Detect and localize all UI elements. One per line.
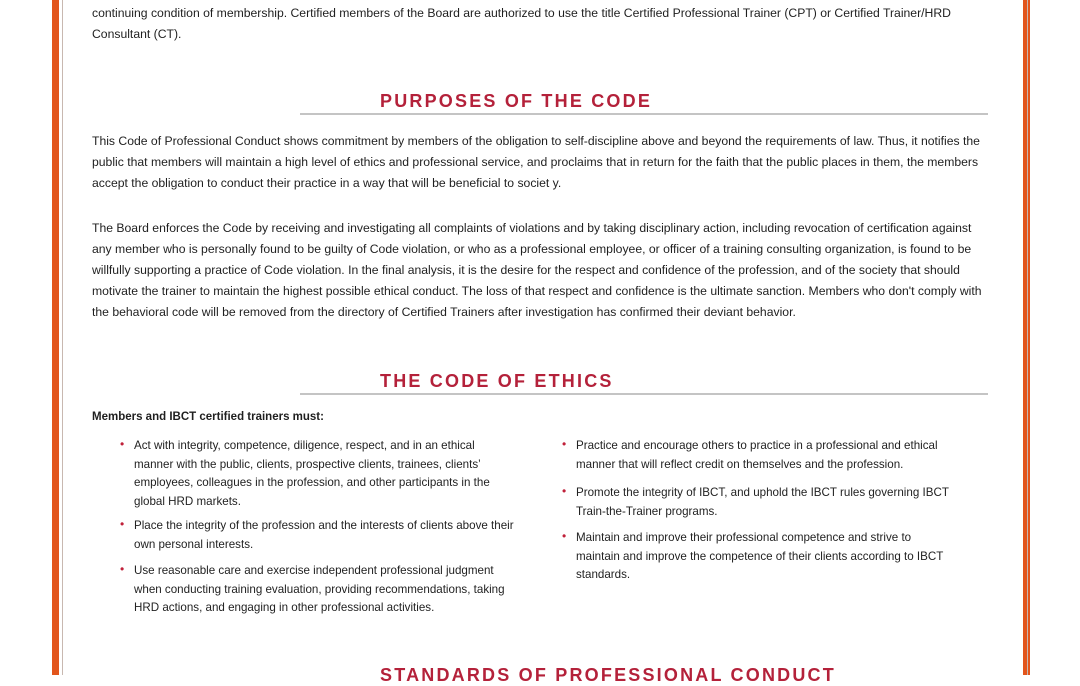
list-item: • Promote the integrity of IBCT, and uphold the IBCT rules governing IBCT Train-the-Trainer programs.	[562, 484, 949, 518]
document-page	[92, 0, 992, 685]
standards-heading-block	[300, 664, 988, 686]
purposes-heading: PURPOSES OF THE CODE	[380, 91, 653, 111]
heading-rule	[300, 393, 988, 395]
heading-rule	[300, 113, 988, 115]
bullet-icon: •	[562, 529, 567, 543]
bullet-icon: •	[120, 517, 125, 531]
purposes-heading-block	[300, 90, 988, 115]
ethics-subheading: Members and IBCT certified trainers must:	[92, 411, 324, 423]
intro-paragraph: continuing condition of membership. Certified members of the Board are authorized to use the title Certified Professional Trainer (CPT) or Certified Trainer/HRD Consultant (CT).	[92, 6, 951, 41]
ethics-heading-block	[300, 370, 988, 395]
purposes-paragraph-1: This Code of Professional Conduct shows commitment by members of the obligation to self-discipline above and beyond the requirements of law. Thus, it notifies the public that members will maintain a high level of ethics and professional service, and proclaims that in return for the faith that the public places in them, the members accept the obligation to conduct their practice in a way that will be beneficial to societ y.	[92, 134, 980, 190]
ethics-heading: THE CODE OF ETHICS	[380, 371, 614, 391]
list-item: • Use reasonable care and exercise independent professional judgment when conducting training evaluation, providing recommendations, taking HRD actions, and engaging in other professional activities.	[120, 562, 505, 614]
bullet-icon: •	[120, 562, 125, 576]
bullet-icon: •	[562, 437, 567, 451]
purposes-paragraph-2: The Board enforces the Code by receiving and investigating all complaints of violations and by taking disciplinary action, including revocation of certification against any member who is personally found to be guilty of Code violation, or who as a professional employee, or officer of a training consulting organization, is found to be willfully supporting a practice of Code violation. In the final analysis, it is the desire for the respect and confidence of the profession, and of the society that should motivate the trainer to maintain the highest possible ethical conduct. The loss of that respect and confidence is the ultimate sanction. Members who don't comply with the behavioral code will be removed from the directory of Certified Trainers after investigation has confirmed their deviant behavior.	[92, 221, 982, 319]
bullet-icon: •	[562, 484, 567, 498]
list-item: • Practice and encourage others to practice in a professional and ethical manner that will reflect credit on themselves and the profession.	[562, 437, 938, 471]
bullet-icon: •	[120, 437, 125, 451]
list-item: • Act with integrity, competence, diligence, respect, and in an ethical manner with the public, clients, prospective clients, trainees, clients’ employees, colleagues in the profession, and other participants in the global HRD markets.	[120, 437, 490, 508]
ethics-list-left	[116, 437, 516, 618]
list-item: • Maintain and improve their professional competence and strive to maintain and improve the competence of their clients according to IBCT standards.	[562, 529, 944, 581]
ethics-list-right	[558, 437, 958, 585]
list-item: • Place the integrity of the profession and the interests of clients above their own personal interests.	[120, 517, 514, 551]
standards-heading: STANDARDS OF PROFESSIONAL CONDUCT	[380, 665, 836, 685]
